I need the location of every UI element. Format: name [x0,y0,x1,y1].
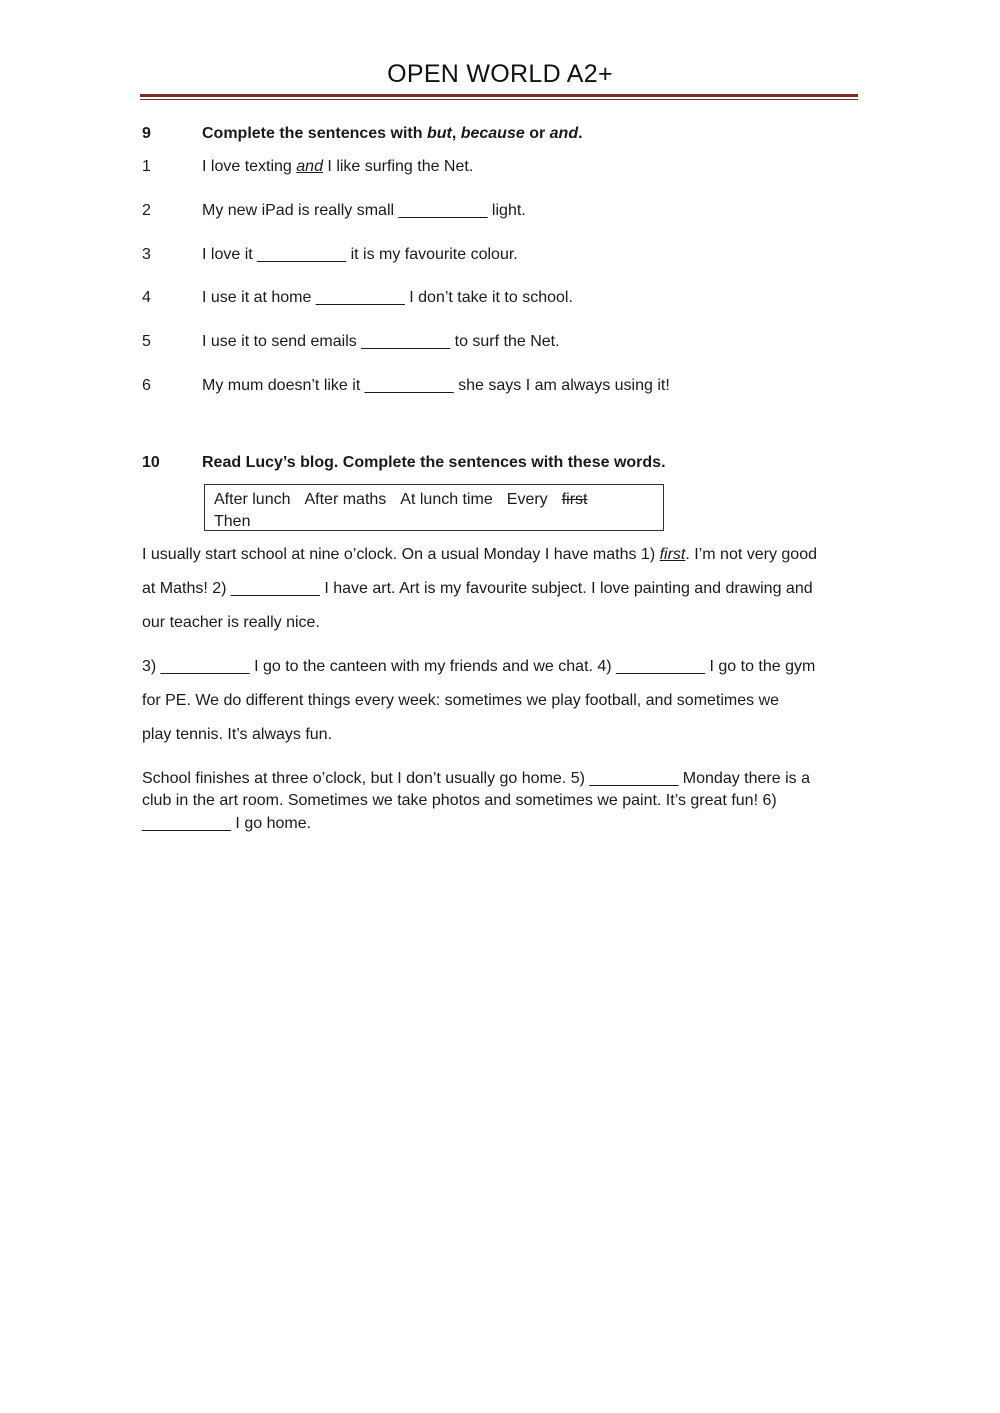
blog-line: our teacher is really nice. [142,614,320,631]
blog-line: for PE. We do different things every week: sometimes we play football, and sometimes we [142,692,780,709]
item-number: 3 [142,246,151,263]
item-text: My mum doesn’t like it __________ she says I am always using it! [202,377,670,394]
exercise-instruction: Read Lucy’s blog. Complete the sentences with these words. [202,454,666,471]
word-box-item: Every [506,491,548,508]
example-answer: and [296,158,323,175]
item-number: 4 [142,289,151,306]
word-box-item-used: first [561,491,588,508]
word-box-item: After lunch [214,491,291,508]
item-text: I use it to send emails __________ to surf the Net. [202,333,560,350]
item-number: 1 [142,158,151,175]
item-text: I love it __________ it is my favourite colour. [202,246,518,263]
word-box [204,484,664,531]
exercise-instruction: Complete the sentences with but, because or and. [202,125,583,142]
blog-line: School finishes at three o’clock, but I don’t usually go home. 5) __________ Monday there is a [142,770,810,787]
item-number: 5 [142,333,151,350]
header-divider [140,94,858,97]
word-box-item: Then [214,513,251,530]
item-text: I use it at home __________ I don’t take it to school. [202,289,573,306]
example-answer: first [659,546,686,563]
page-title: OPEN WORLD A2+ [387,60,613,88]
item-text: I love texting and I like surfing the Net. [202,158,474,175]
blog-line: club in the art room. Sometimes we take photos and sometimes we paint. It’s great fun! 6) [142,792,777,809]
blog-line: 3) __________ I go to the canteen with my friends and we chat. 4) __________ I go to the gym [142,658,816,675]
blog-line: at Maths! 2) __________ I have art. Art is my favourite subject. I love painting and drawing and [142,580,813,597]
exercise-number: 9 [142,125,151,142]
header-divider-thin [140,99,858,100]
word-box-item: After maths [304,491,387,508]
word-box-item: At lunch time [400,491,493,508]
blog-line: __________ I go home. [142,815,312,832]
item-number: 6 [142,377,151,394]
item-number: 2 [142,202,151,219]
item-text: My new iPad is really small __________ light. [202,202,526,219]
blog-line: play tennis. It’s always fun. [142,726,333,743]
exercise-number: 10 [142,454,160,471]
blog-line: I usually start school at nine o’clock. On a usual Monday I have maths 1) first. I’m not very good [142,546,817,563]
